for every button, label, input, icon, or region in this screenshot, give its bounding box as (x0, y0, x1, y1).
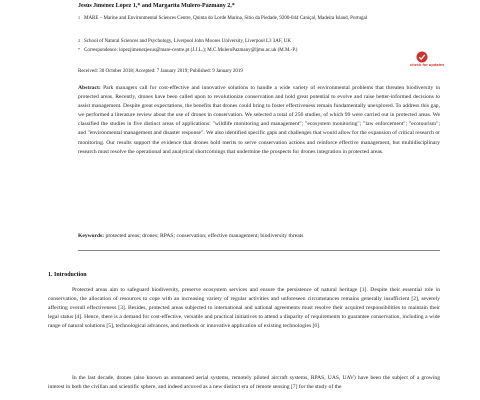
body-paragraph-1: Protected areas aim to safeguard biodiversity, preserve ecosystem services and ensure the persistence of natural heritage [1]. Despite their essential role in conservation, the allocation of resources to cope with an increasing variety of regular activities and unforeseen circumstances remains generally insufficient [2], severely affecting overall effectiveness [3]. Besides, protected areas subjected to international and national agreements must resolve their acquired responsibilities to maintain their legal status [4]. Hence, there is a demand for cost-effective, versatile and practical initiatives to attend a disparity of requirements to guarantee conservation, including a wide range of natural solutions [5], technological advances, and methods or innovative application of existing technologies [6]. (48, 287, 440, 330)
affiliation-number: * (78, 47, 80, 52)
abstract (78, 84, 440, 157)
keywords (78, 232, 440, 240)
abstract-label: Abstract: (78, 85, 101, 91)
affiliation-number: 1 (78, 15, 80, 20)
section-title: 1. Introduction (48, 272, 87, 278)
affiliation-text: MARE – Marine and Environmental Sciences Centre, Quinta do Lorde Marina, Sítio da Piedade, 9200-044 Caniçal, Madeira Island, Portugal (84, 16, 368, 21)
publication-dates: Received: 30 October 2018; Accepted: 7 January 2019; Published: 9 January 2019 (78, 69, 243, 74)
abstract-text: Park managers call for cost-effective and innovative solutions to handle a wide variety of environmental problems that threaten biodiversity in protected areas. Recently, drones have been called upon to revolutionize conservation and hold great potential to evolve and raise better-informed decisions to assist management. Despite great expectations, the benefits that drones could bring to foster effectiveness remain fundamentally unexplored. To address this gap, we performed a literature review about the use of drones in conservation. We selected a total of 256 studies, of which 99 were carried out in protected areas. We classified the studies in five distinct areas of applications: "wildlife monitoring and management"; "ecosystem monitoring"; "law enforcement"; "ecotourism"; and "environmental management and disaster response". We also identified specific gaps and challenges that would allow for the expansion of critical research or monitoring. Our results support the evidence that drones hold merits to serve conservation actions and reinforce effective management, but multidisciplinary research must resolve the operational and analytical shortcomings that undermine the prospects for drones integration in protected areas. (78, 85, 440, 155)
keywords-text: protected areas; drones; RPAS; conservation; effective management; biodiversity threats (105, 233, 304, 239)
affiliation-text: School of Natural Sciences and Psychology, Liverpool John Moores University, Liverpool L3 3AF, UK (84, 39, 291, 44)
affiliation-number: 2 (78, 38, 80, 43)
author-list: Jesús Jiménez López 1,* and Margarita Mulero-Pázmány 2,* (78, 3, 235, 9)
check-updates-label: check for updates (410, 62, 445, 67)
divider (78, 250, 440, 251)
keywords-label: Keywords: (78, 233, 105, 239)
body-paragraph-2: In the last decade, drones (also known as unmanned aerial systems, remotely piloted aircraft systems, RPAS, UAS, UAV) have been the subject of a growing interest in both the civilian and scientific sphere, and indeed arcuved as a new distinct era of remote sensing [7] for the study of the (48, 375, 440, 391)
correspondence (78, 47, 399, 54)
check-for-updates-badge[interactable] (410, 51, 445, 73)
affiliation-text: Correspondence: lopezjimenezjesus@mare-centre.pt (J.J.L.); M.C.MuleroPazmany@ljmu.ac.uk (M.M.-P.) (84, 48, 298, 53)
affiliation-2 (78, 38, 399, 45)
affiliation-1 (78, 15, 399, 22)
